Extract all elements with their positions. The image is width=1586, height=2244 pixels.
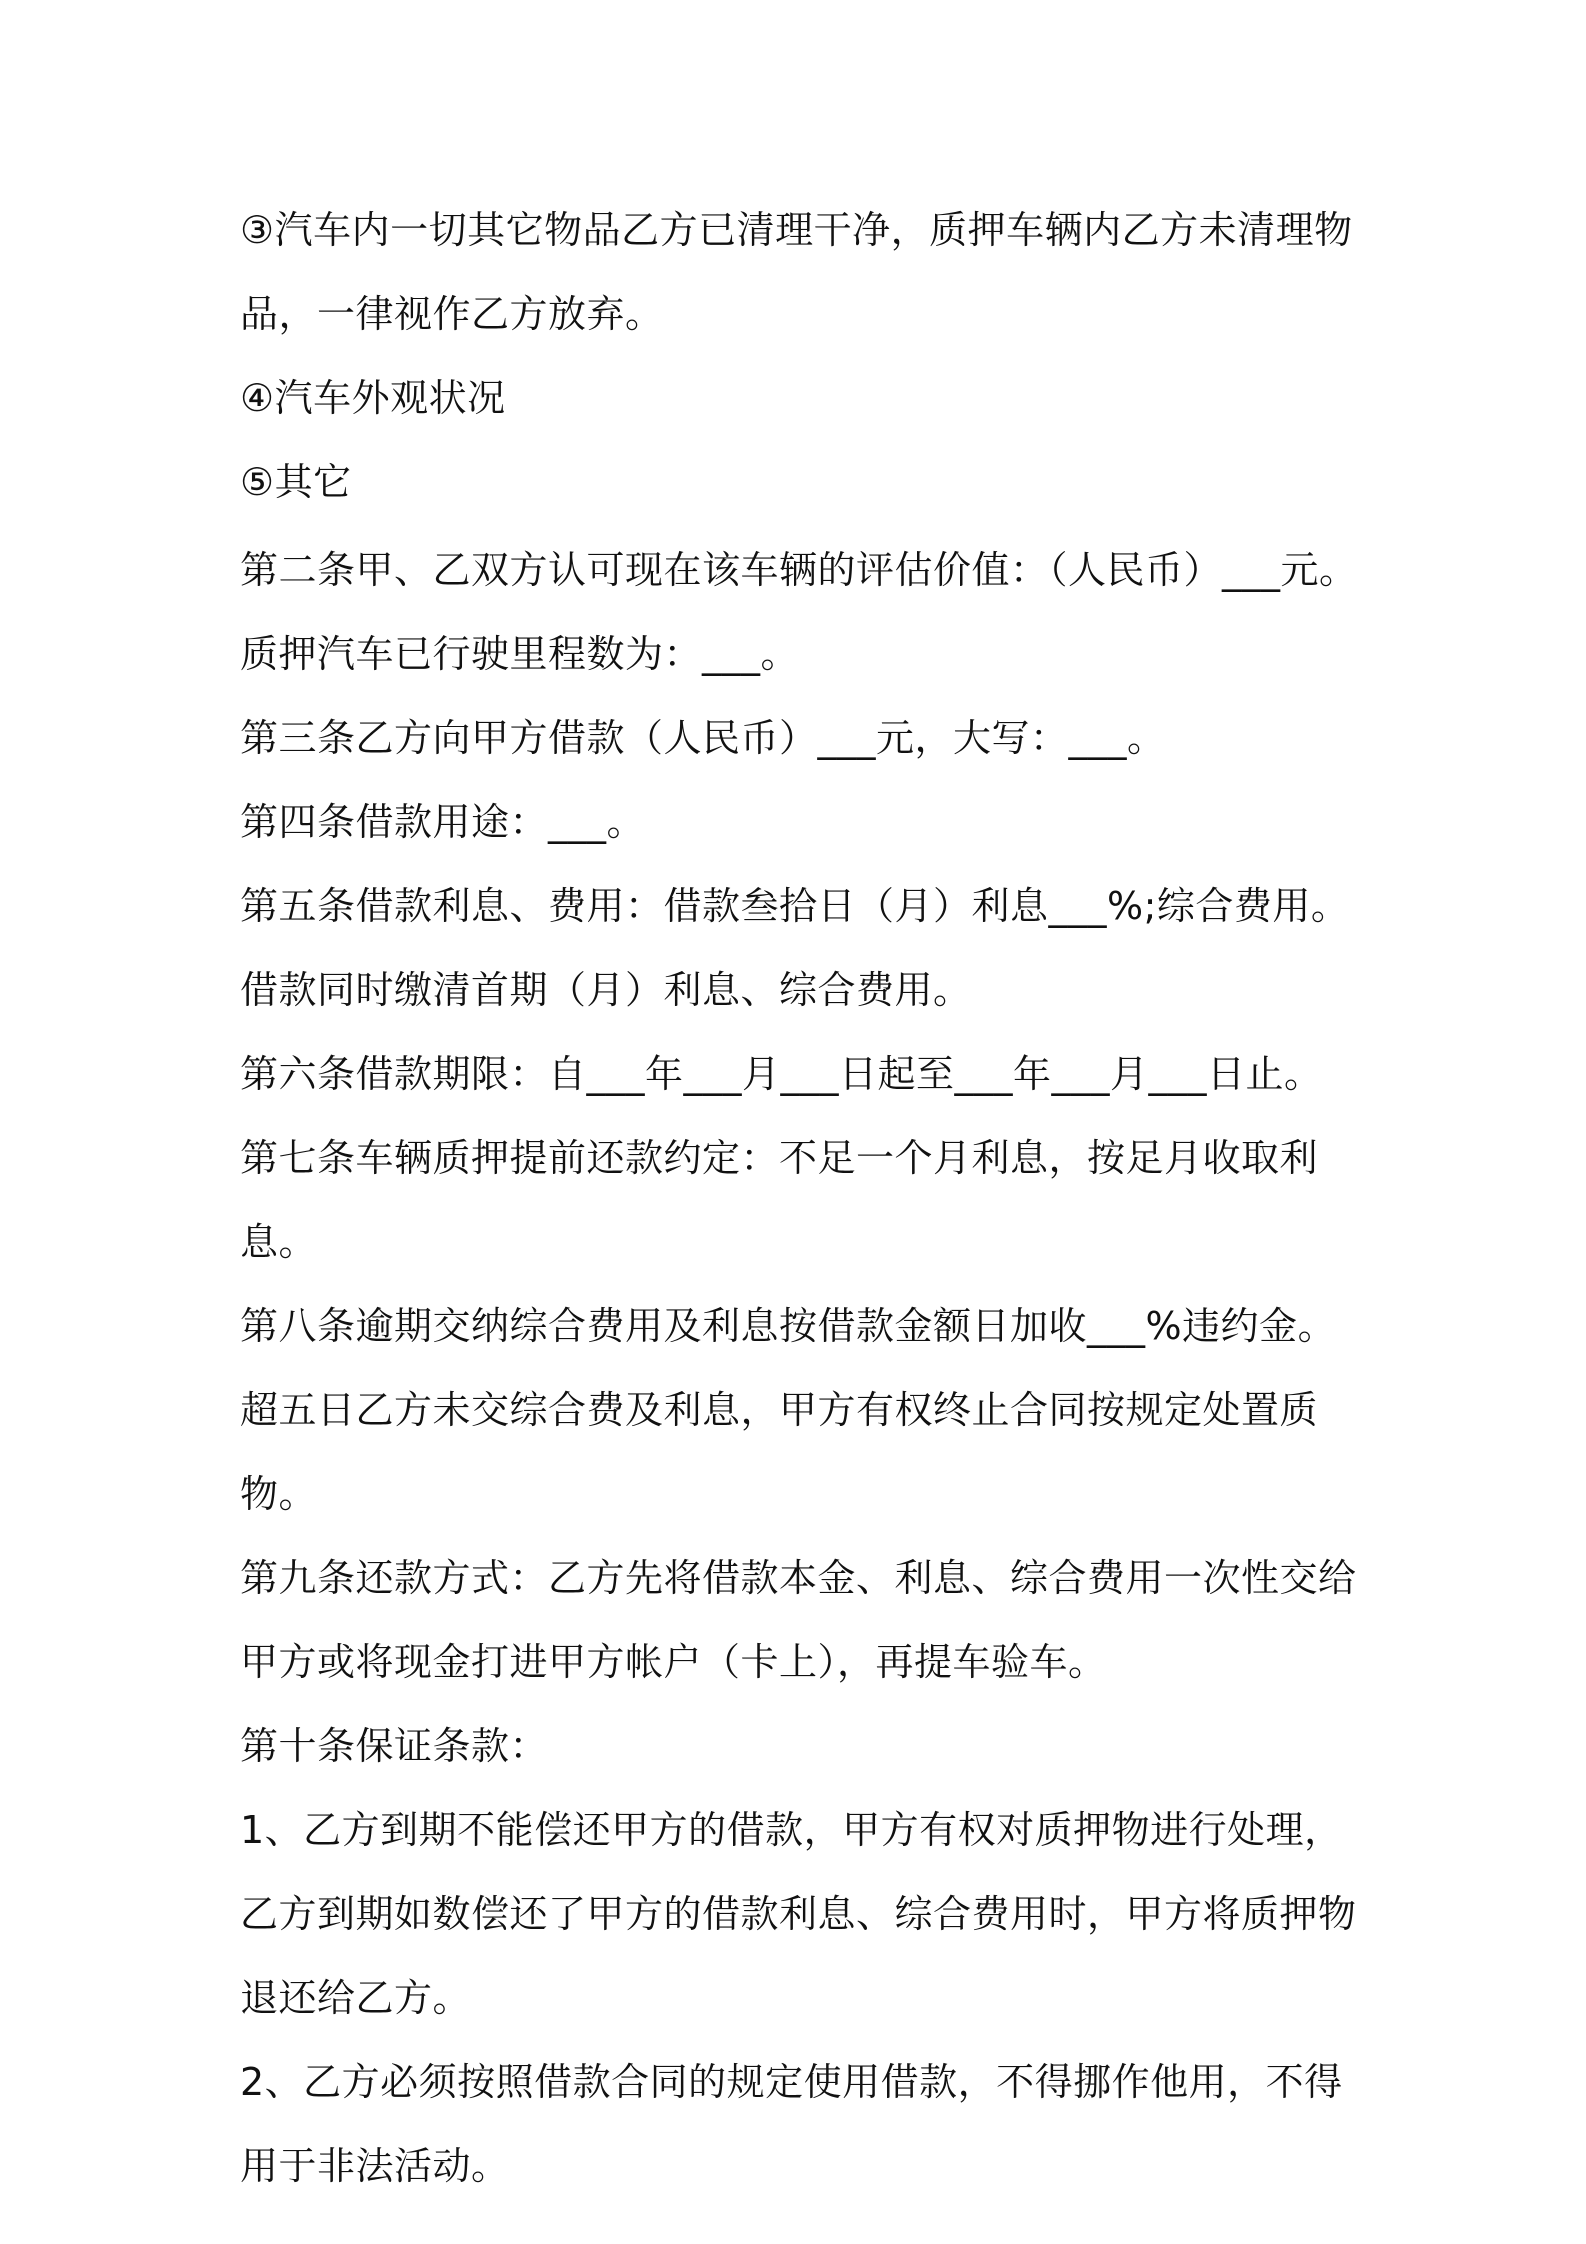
mileage-line: 质押汽车已行驶里程数为：___。	[240, 632, 800, 676]
paragraph-item-3: ③汽车内一切其它物品乙方已清理干净，质押车辆内乙方未清理物品，一律视作乙方放弃。	[240, 208, 1353, 336]
paragraph-item-5: ⑤其它	[240, 460, 352, 504]
article-7: 第七条车辆质押提前还款约定：不足一个月利息，按足月收取利息。	[240, 1136, 1319, 1264]
article-3: 第三条乙方向甲方借款（人民币）___元，大写：___。	[240, 716, 1166, 760]
document-body	[240, 188, 1370, 2208]
article-10-heading: 第十条保证条款：	[240, 1724, 549, 1768]
guarantee-clause-1: 1、乙方到期不能偿还甲方的借款，甲方有权对质押物进行处理，乙方到期如数偿还了甲方的借款利息、综合费用时，甲方将质押物退还给乙方。	[240, 1808, 1357, 2020]
article-4: 第四条借款用途：___。	[240, 800, 646, 844]
paragraph-item-4: ④汽车外观状况	[240, 376, 506, 420]
article-8: 第八条逾期交纳综合费用及利息按借款金额日加收___%违约金。超五日乙方未交综合费及利息，甲方有权终止合同按规定处置质物。	[240, 1304, 1337, 1516]
guarantee-clause-2: 2、乙方必须按照借款合同的规定使用借款，不得挪作他用，不得用于非法活动。	[240, 2060, 1343, 2188]
article-5: 第五条借款利息、费用：借款叁拾日（月）利息___%;综合费用。借款同时缴清首期（月）利息、综合费用。	[240, 884, 1350, 1012]
article-2: 第二条甲、乙双方认可现在该车辆的评估价值：（人民币）___元。	[240, 548, 1358, 592]
article-6: 第六条借款期限：自___年___月___日起至___年___月___日止。	[240, 1052, 1323, 1096]
article-9: 第九条还款方式：乙方先将借款本金、利息、综合费用一次性交给甲方或将现金打进甲方帐户（卡上），再提车验车。	[240, 1556, 1357, 1684]
